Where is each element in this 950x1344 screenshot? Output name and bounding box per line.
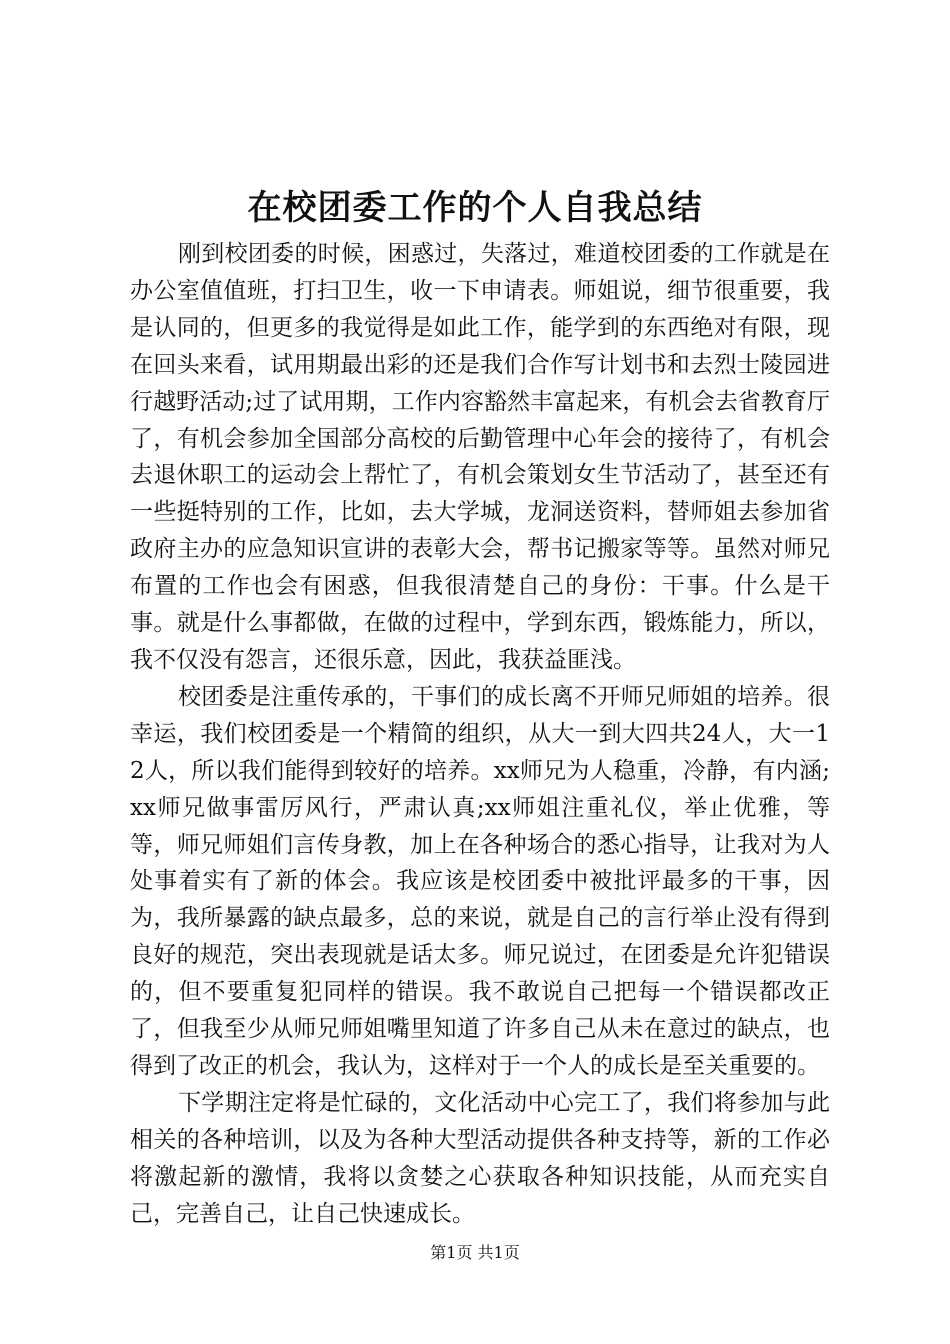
paragraph-2: 校团委是注重传承的，干事们的成长离不开师兄师姐的培养。很幸运，我们校团委是一个精简的组织，从大一到大四共24人，大一12人，所以我们能得到较好的培养。xx师兄为人稳重，冷静，有内涵;xx师兄做事雷厉风行，严肃认真;xx师姐注重礼仪，举止优雅，等等，师兄师姐们言传身教，加上在各种场合的悉心指导，让我对为人处事着实有了新的体会。我应该是校团委中被批评最多的干事，因为，我所暴露的缺点最多，总的来说，就是自己的言行举止没有得到良好的规范，突出表现就是话太多。师兄说过，在团委是允许犯错误的，但不要重复犯同样的错误。我不敢说自己把每一个错误都改正了，但我至少从师兄师姐嘴里知道了许多自己从未在意过的缺点，也得到了改正的机会，我认为，这样对于一个人的成长是至关重要的。	[130, 683, 830, 1079]
paragraph-1: 刚到校团委的时候，困惑过，失落过，难道校团委的工作就是在办公室值值班，打扫卫生，收一下申请表。师姐说，细节很重要，我是认同的，但更多的我觉得是如此工作，能学到的东西绝对有限，现在回头来看，试用期最出彩的还是我们合作写计划书和去烈士陵园进行越野活动;过了试用期，工作内容豁然丰富起来，有机会去省教育厅了，有机会参加全国部分高校的后勤管理中心年会的接待了，有机会去退休职工的运动会上帮忙了，有机会策划女生节活动了，甚至还有一些挺特别的工作，比如，去大学城，龙洞送资料，替师姐去参加省政府主办的应急知识宣讲的表彰大会，帮书记搬家等等。虽然对师兄布置的工作也会有困惑，但我很清楚自己的身份：干事。什么是干事。就是什么事都做，在做的过程中，学到东西，锻炼能力，所以，我不仅没有怨言，还很乐意，因此，我获益匪浅。	[130, 241, 830, 673]
page-number-footer: 第1页 共1页	[430, 1243, 520, 1262]
paragraph-3: 下学期注定将是忙碌的，文化活动中心完工了，我们将参加与此相关的各种培训，以及为各种大型活动提供各种支持等，新的工作必将激起新的激情，我将以贪婪之心获取各种知识技能，从而充实自己，完善自己，让自己快速成长。	[130, 1089, 830, 1227]
document-title: 在校团委工作的个人自我总结	[247, 188, 703, 228]
document-body	[130, 236, 830, 1232]
